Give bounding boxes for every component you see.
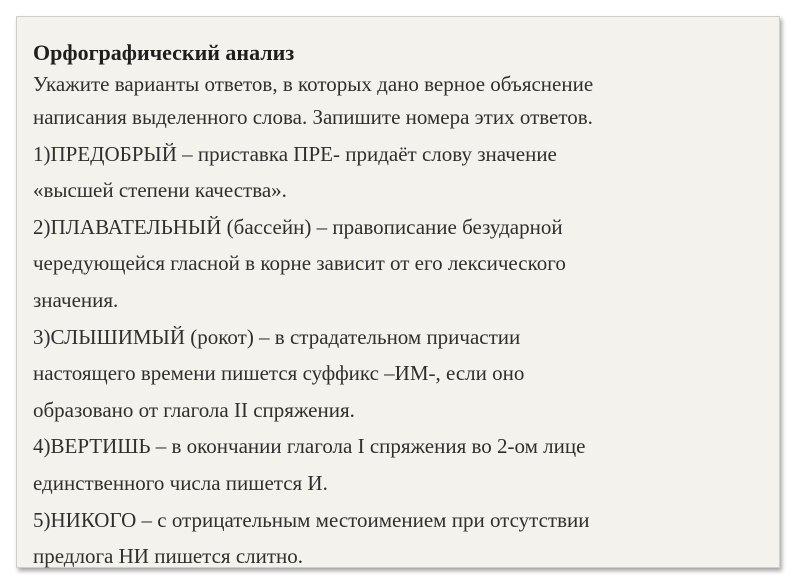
answer-option-5 bbox=[33, 502, 763, 575]
answer-option-2 bbox=[33, 209, 763, 319]
option-line: значения. bbox=[33, 287, 119, 312]
option-line: единственного числа пишется И. bbox=[33, 470, 328, 495]
option-line: образовано от глагола II спряжения. bbox=[33, 397, 355, 422]
option-line: 2)ПЛАВАТЕЛЬНЫЙ (бассейн) – правописание безударной bbox=[33, 214, 563, 239]
option-line: «высшей степени качества». bbox=[33, 178, 287, 203]
option-line: настоящего времени пишется суффикс –ИМ-, если оно bbox=[33, 361, 525, 386]
option-line: предлога НИ пишется слитно. bbox=[33, 544, 304, 569]
answer-option-4 bbox=[33, 428, 763, 501]
option-line: чередующейся гласной в корне зависит от его лексического bbox=[33, 251, 566, 276]
option-line: 5)НИКОГО – с отрицательным местоимением при отсутствии bbox=[33, 507, 590, 532]
instruction-line: Укажите варианты ответов, в которых дано верное объяснение bbox=[33, 72, 594, 96]
option-line: 4)ВЕРТИШЬ – в окончании глагола I спряжения во 2-ом лице bbox=[33, 434, 586, 459]
option-line: 1)ПРЕДОБРЫЙ – приставка ПРЕ- придаёт слову значение bbox=[33, 141, 557, 166]
task-instructions bbox=[33, 69, 763, 136]
answer-option-3 bbox=[33, 319, 763, 429]
answer-option-1 bbox=[33, 136, 763, 209]
option-line: 3)СЛЫШИМЫЙ (рокот) – в страдательном причастии bbox=[33, 324, 521, 349]
instruction-line: написания выделенного слова. Запишите номера этих ответов. bbox=[33, 105, 593, 129]
task-title: Орфографический анализ bbox=[33, 40, 295, 65]
task-card bbox=[16, 16, 780, 568]
